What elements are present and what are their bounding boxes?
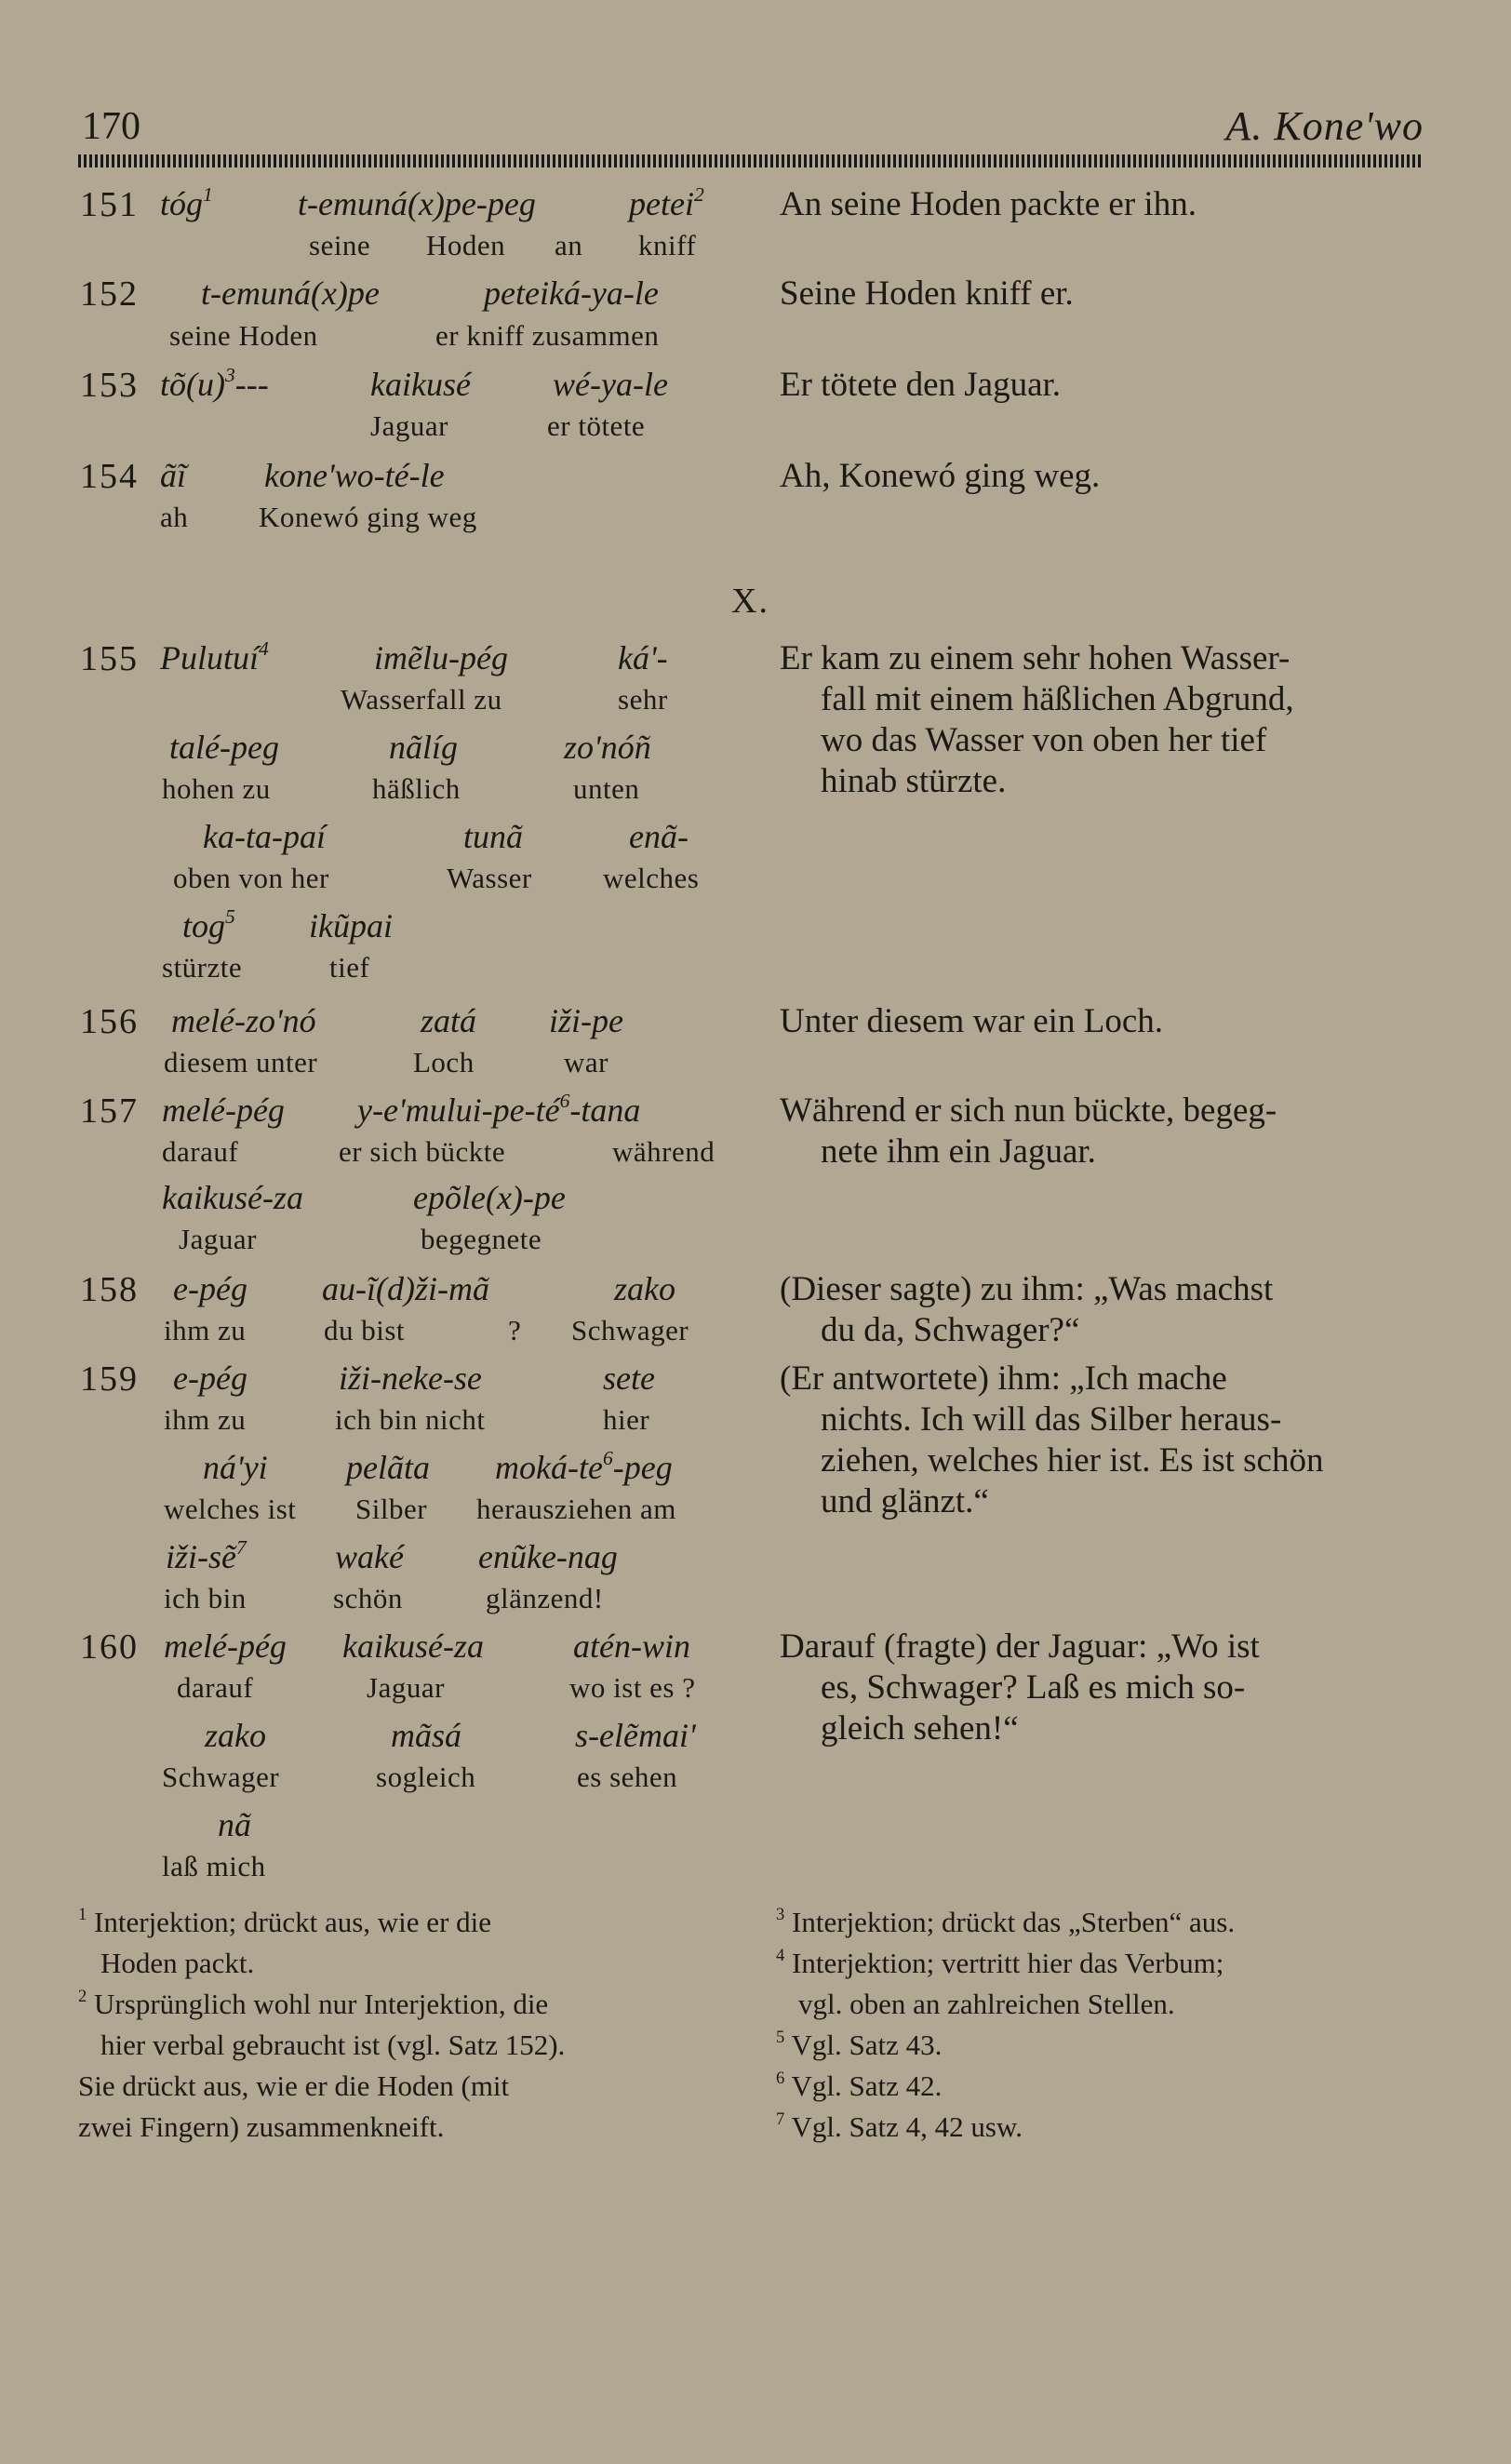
gloss: Silber bbox=[355, 1493, 428, 1525]
gloss: schön bbox=[333, 1582, 403, 1614]
gloss: tief bbox=[329, 951, 370, 984]
native-word: peteiká-ya-le bbox=[484, 275, 659, 312]
native-word: nã bbox=[218, 1806, 251, 1843]
gloss: ich bin nicht bbox=[335, 1403, 486, 1436]
native-word: iži-pe bbox=[549, 1002, 623, 1039]
native-word: petei$^2$ bbox=[629, 182, 704, 222]
gloss: hier bbox=[603, 1403, 650, 1436]
gloss: ich bin bbox=[164, 1582, 247, 1614]
gloss: darauf bbox=[162, 1135, 239, 1168]
page-number: 170 bbox=[82, 105, 140, 148]
gloss: begegnete bbox=[421, 1223, 542, 1255]
native-word: ka-ta-paí bbox=[203, 818, 326, 855]
gloss: Jaguar bbox=[370, 409, 448, 442]
native-word: talé-peg bbox=[169, 729, 279, 766]
gloss: Konewó ging weg bbox=[259, 501, 477, 533]
gloss: er tötete bbox=[547, 409, 646, 442]
native-word: zo'nóñ bbox=[564, 729, 651, 766]
native-word: e-pég bbox=[173, 1359, 247, 1397]
native-word: kaikusé-za bbox=[162, 1179, 303, 1216]
native-word: zako bbox=[205, 1717, 266, 1754]
gloss: während bbox=[612, 1135, 715, 1168]
gloss: war bbox=[564, 1046, 608, 1078]
native-word: melé-pég bbox=[164, 1627, 287, 1665]
gloss: welches bbox=[603, 862, 700, 894]
gloss: oben von her bbox=[173, 862, 329, 894]
gloss: unten bbox=[573, 772, 640, 805]
translation: Unter diesem war ein Loch. bbox=[780, 1002, 1163, 1040]
native-word: zako bbox=[614, 1270, 675, 1307]
footnote: $^7$ Vgl. Satz 4, 42 usw. bbox=[776, 2109, 1023, 2143]
footnotes-right: $^3$ Interjektion; drückt das „Sterben“ aus. $^4$ Interjektion; vertritt hier das Verbum; vgl. oben an zahlreichen Stellen. $^5$ Vgl. Satz 43. $^6$ Vgl. Satz 42. $^7$ Vgl. Satz 4, 42 usw. bbox=[776, 1902, 1427, 2148]
native-word: wé-ya-le bbox=[553, 366, 668, 403]
native-word: moká-$te^6$-peg bbox=[495, 1446, 673, 1486]
native-word: Pulutuí$^4$ bbox=[160, 636, 269, 676]
footnotes-left: $^1$ Interjektion; drückt aus, wie er die Hoden packt. $^2$ Ursprünglich wohl nur Interjektion, die hier verbal gebraucht ist (vgl. Satz 152). Sie drückt aus, wie er die Hoden (mit zwei Fingern) zusammenkneift. bbox=[78, 1902, 729, 2148]
native-word: au-ĩ(d)ži-mã bbox=[322, 1270, 489, 1307]
gloss: seine Hoden bbox=[169, 319, 318, 352]
native-word: t-emuná(x)pe-peg bbox=[298, 185, 536, 222]
translation: Während er sich nun bückte, begeg- nete ihm ein Jaguar. bbox=[780, 1091, 1277, 1171]
gloss: stürzte bbox=[162, 951, 243, 984]
gloss: du bist bbox=[324, 1314, 406, 1346]
gloss: ihm zu bbox=[164, 1403, 247, 1436]
header-rule bbox=[78, 154, 1424, 167]
native-word: ikũpai bbox=[309, 907, 393, 944]
footnote: $^3$ Interjektion; drückt das „Sterben“ aus. bbox=[776, 1904, 1236, 1938]
native-word: iži-neke-se bbox=[339, 1359, 482, 1397]
gloss: häßlich bbox=[372, 772, 461, 805]
footnote: $^2$ Ursprünglich wohl nur Interjektion, die bbox=[78, 1986, 549, 2020]
sentence-number: 156 bbox=[80, 1002, 139, 1041]
gloss: seine bbox=[309, 229, 371, 261]
sentence-number: 154 bbox=[80, 457, 139, 496]
native-word: waké bbox=[335, 1538, 404, 1575]
running-title: A. Kone'wo bbox=[1225, 103, 1424, 149]
gloss: darauf bbox=[177, 1671, 254, 1704]
translation: Darauf (fragte) der Jaguar: „Wo ist es, Schwager? Laß es mich so- gleich sehen!“ bbox=[780, 1627, 1260, 1748]
gloss: Schwager bbox=[571, 1314, 689, 1346]
gloss: hohen zu bbox=[162, 772, 271, 805]
native-word: kaikusé-za bbox=[342, 1627, 484, 1665]
footnote: $^5$ Vgl. Satz 43. bbox=[776, 2027, 943, 2061]
footnote: $^6$ Vgl. Satz 42. bbox=[776, 2068, 943, 2102]
native-word: enã- bbox=[629, 818, 689, 855]
sentence-number: 151 bbox=[80, 185, 139, 224]
native-word: e-pég bbox=[173, 1270, 247, 1307]
translation: Seine Hoden kniff er. bbox=[780, 275, 1074, 313]
gloss: ah bbox=[160, 501, 189, 533]
gloss: es sehen bbox=[577, 1761, 678, 1793]
gloss: sehr bbox=[618, 683, 668, 716]
section-numeral: X. bbox=[731, 582, 769, 621]
gloss: glänzend! bbox=[486, 1582, 604, 1614]
translation: Er kam zu einem sehr hohen Wasser- fall mit einem häßlichen Abgrund, wo das Wasser von oben her tief hinab stürzte. bbox=[780, 639, 1294, 800]
sentence-number: 153 bbox=[80, 366, 139, 405]
sentence-number: 158 bbox=[80, 1270, 139, 1309]
native-word: t-emuná(x)pe bbox=[201, 275, 380, 312]
gloss: wo ist es ? bbox=[569, 1671, 696, 1704]
native-word: iži-sẽ$^7$ bbox=[166, 1535, 247, 1575]
translation: (Er antwortete) ihm: „Ich mache nichts. Ich will das Silber heraus- ziehen, welches hier ist. Es ist schön und glänzt.“ bbox=[780, 1359, 1324, 1520]
translation: Er tötete den Jaguar. bbox=[780, 366, 1062, 404]
native-word: enũke-nag bbox=[478, 1538, 618, 1575]
native-word: sete bbox=[603, 1359, 655, 1397]
sentence-number: 160 bbox=[80, 1627, 139, 1667]
native-word: zatá bbox=[421, 1002, 477, 1039]
native-word: ãĩ bbox=[160, 457, 187, 494]
gloss: Wasser bbox=[447, 862, 532, 894]
footnote-ref: 2 bbox=[693, 182, 704, 206]
footnote-ref: 7 bbox=[236, 1535, 247, 1559]
gloss: Jaguar bbox=[367, 1671, 445, 1704]
native-word: melé-pég bbox=[162, 1091, 285, 1129]
native-word: $tõ(u)^3---$ bbox=[160, 363, 269, 403]
native-word: imẽlu-pég bbox=[374, 639, 508, 676]
footnote: $^1$ Interjektion; drückt aus, wie er die bbox=[78, 1904, 492, 1938]
gloss: Loch bbox=[413, 1046, 475, 1078]
footnote-ref: 1 bbox=[203, 182, 213, 206]
footnote-ref: 5 bbox=[225, 904, 235, 928]
footnote-ref: 4 bbox=[259, 636, 269, 660]
native-word: melé-zo'nó bbox=[171, 1002, 316, 1039]
native-word: ká'- bbox=[618, 639, 668, 676]
native-word: kone'wo-té-le bbox=[264, 457, 445, 494]
native-word: tunã bbox=[463, 818, 524, 855]
gloss: Hoden bbox=[426, 229, 506, 261]
footnote-ref: 6 bbox=[602, 1446, 613, 1469]
native-word: tog$^5$ bbox=[182, 904, 235, 944]
gloss: sogleich bbox=[376, 1761, 476, 1793]
native-word: mãsá bbox=[391, 1717, 462, 1754]
gloss: herausziehen am bbox=[476, 1493, 676, 1525]
gloss: kniff bbox=[638, 229, 697, 261]
sentence-number: 157 bbox=[80, 1091, 139, 1131]
native-word: ná'yi bbox=[203, 1449, 268, 1486]
sentence-number: 155 bbox=[80, 639, 139, 678]
native-word: nãlíg bbox=[389, 729, 459, 766]
translation: An seine Hoden packte er ihn. bbox=[780, 185, 1197, 223]
translation: Ah, Konewó ging weg. bbox=[780, 457, 1101, 495]
gloss: ? bbox=[508, 1314, 522, 1346]
sentence-number: 159 bbox=[80, 1359, 139, 1399]
gloss: diesem unter bbox=[164, 1046, 318, 1078]
sentence-number: 152 bbox=[80, 275, 139, 314]
native-word: $y-e'mului-pe-té^6$-tana bbox=[357, 1089, 641, 1129]
gloss: Jaguar bbox=[179, 1223, 257, 1255]
native-word: tóg$^1$ bbox=[160, 182, 213, 222]
native-word: atén-win bbox=[573, 1627, 690, 1665]
gloss: laß mich bbox=[162, 1850, 266, 1882]
gloss: an bbox=[555, 229, 583, 261]
gloss: er sich bückte bbox=[339, 1135, 506, 1168]
footnote-ref: 6 bbox=[559, 1089, 570, 1112]
footnote: $^4$ Interjektion; vertritt hier das Verbum; bbox=[776, 1945, 1224, 1979]
translation: (Dieser sagte) zu ihm: „Was machst du da, Schwager?“ bbox=[780, 1270, 1274, 1349]
gloss: welches ist bbox=[164, 1493, 297, 1525]
native-word: s-elẽmai' bbox=[575, 1717, 696, 1754]
gloss: ihm zu bbox=[164, 1314, 247, 1346]
native-word: epõle(x)-pe bbox=[413, 1179, 566, 1216]
gloss: Schwager bbox=[162, 1761, 280, 1793]
gloss: Wasserfall zu bbox=[341, 683, 502, 716]
native-word: kaikusé bbox=[370, 366, 471, 403]
footnote-ref: 3 bbox=[224, 363, 235, 386]
native-word: pelãta bbox=[346, 1449, 430, 1486]
gloss: er kniff zusammen bbox=[435, 319, 660, 352]
